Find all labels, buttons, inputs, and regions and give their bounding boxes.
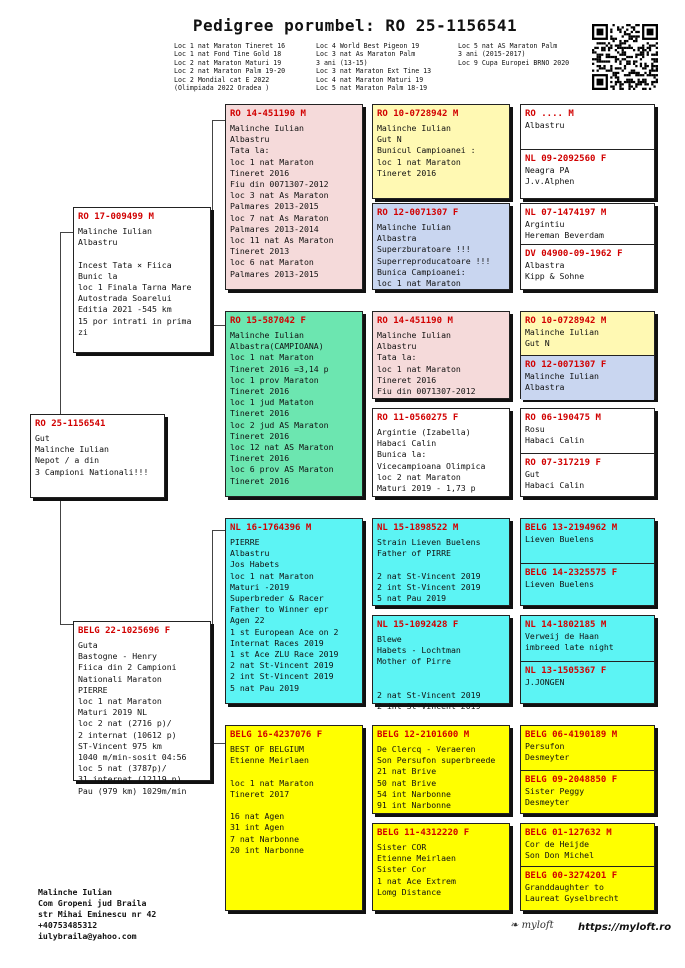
card-line: Argintiu: [525, 219, 565, 229]
card-line: loc 6 prov AS Maraton: [230, 464, 334, 475]
card-line: 5 nat Pau 2019: [377, 593, 447, 604]
ring-number: RO 10-0728942 M: [377, 109, 459, 119]
card-line: loc 1 nat Maraton: [230, 777, 314, 788]
card-line: Bunic la: [78, 270, 118, 281]
owner-address: str Mihai Eminescu nr 42: [38, 909, 157, 919]
card-line: loc 1 nat Maraton: [230, 352, 314, 363]
gen4-card-1: [372, 104, 510, 199]
card-line: Desmeyter: [525, 752, 570, 763]
gen5-pair-8: [520, 823, 655, 911]
card-line: Bunicul Campioanei :: [377, 145, 476, 156]
owner-address: Com Gropeni jud Braila: [38, 898, 147, 908]
header-line: (Olimpiada 2022 Oradea ): [174, 84, 270, 93]
card-line: Granddaughter to: [525, 882, 604, 892]
card-line: Albastra(CAMPIOANA): [230, 341, 324, 352]
card-line: Tineret 2017: [230, 788, 290, 799]
gen4-card-6: [372, 615, 510, 712]
gen5-pair-7: [520, 725, 655, 814]
card-line: J.v.Alphen: [525, 176, 575, 187]
card-line: Desmeyter: [525, 797, 570, 808]
card-line: Gut N: [525, 338, 550, 349]
card-line: Tineret 2016: [230, 408, 290, 419]
card-line: loc 2 jud AS Maraton: [230, 419, 329, 430]
card-line: Tineret 2016: [230, 430, 290, 441]
card-line: loc 1 Finala Tarna Mare: [78, 282, 192, 293]
gen5-sire: [521, 726, 654, 770]
card-line: loc 1 nat Maraton: [377, 363, 461, 374]
card-line: 2 int St-Vincent 2019: [230, 671, 334, 682]
card-line: Internat Races 2019: [230, 637, 324, 648]
gen3-card-1: [225, 104, 363, 290]
logo-text: myloft: [521, 920, 554, 931]
owner-info: [38, 887, 156, 942]
card-line: 5 nat Pau 2019: [230, 682, 300, 693]
card-line: Argintie (Izabella): [377, 427, 471, 437]
header-line: 3 ani (13-15): [316, 58, 368, 67]
card-line: [377, 559, 505, 570]
card-line: Superreproducatoare !!!: [377, 255, 491, 266]
card-line: Lomg Distance: [377, 886, 442, 897]
card-line: Gut: [35, 433, 50, 443]
card-line: Malinche Iulian: [525, 371, 599, 381]
card-line: loc 2 nat (2716 p)/: [78, 718, 172, 729]
card-line: Palmares 2013-2015: [230, 201, 319, 212]
card-line: Habaci Calin: [525, 435, 585, 446]
header-line: Loc 3 nat As Maraton Palm: [316, 50, 416, 59]
header-line: 3 ani (2015-2017): [458, 50, 526, 59]
ring-number: BELG 01-127632 M: [525, 828, 612, 838]
card-line: loc 12 nat AS Maraton: [230, 442, 334, 453]
ring-number: RO 14-451190 M: [230, 109, 306, 119]
card-line: Tata la:: [230, 145, 270, 156]
header-col-2: [316, 42, 431, 92]
card-line: [230, 800, 358, 811]
card-line: Tineret 2016: [230, 453, 290, 464]
qr-code-icon: [592, 24, 658, 90]
card-line: Albastru: [230, 548, 270, 559]
sire-card: [73, 207, 211, 353]
card-line: loc 11 nat As Maraton: [230, 235, 334, 246]
card-line: loc 1 jud Mataton: [230, 397, 314, 408]
card-line: Albastra: [525, 382, 565, 393]
website-link[interactable]: https://myloft.ro: [578, 922, 672, 933]
card-line: Albastru: [377, 341, 417, 352]
card-line: Malinche Iulian: [377, 222, 451, 232]
card-line: J.JONGEN: [525, 677, 565, 687]
card-line: Habaci Calin: [377, 438, 437, 449]
subject-card: [30, 414, 165, 498]
card-line: Bastogne - Henry: [78, 651, 157, 662]
card-line: Palmares 2013-2014: [230, 223, 319, 234]
connector-line: [212, 530, 225, 531]
card-line: Nepot / a din: [35, 455, 100, 466]
header-line: Loc 3 nat Maraton Ext Tine 13: [316, 67, 432, 76]
card-line: 31 internat (12119 p): [78, 774, 182, 785]
card-line: Habaci Calin: [525, 480, 585, 491]
gen5-dam: [521, 770, 654, 808]
ring-number: RO 07-317219 F: [525, 458, 601, 468]
card-line: Etienne Meirlaen: [230, 755, 309, 766]
card-line: Tineret 2016: [230, 475, 290, 486]
card-line: loc 1 nat Maraton: [377, 156, 461, 167]
ring-number: RO 14-451190 M: [377, 316, 453, 326]
card-line: Neagra PA: [525, 165, 570, 175]
card-line: Tata la:: [377, 352, 417, 363]
card-line: Editia 2021 -545 km: [78, 304, 172, 315]
card-line: Father to Winner epr: [230, 604, 329, 615]
card-line: Gut: [525, 469, 540, 479]
card-line: [78, 248, 206, 259]
ring-number: NL 14-1802185 M: [525, 620, 607, 630]
card-line: loc 2 nat Maraton: [377, 471, 461, 482]
card-line: 91 int Narbonne: [377, 800, 451, 811]
card-line: Malinche Iulian: [377, 330, 451, 340]
card-line: loc 1 prov Maraton: [230, 374, 319, 385]
ring-number: BELG 13-2194962 M: [525, 523, 618, 533]
card-line: Guta: [78, 640, 98, 650]
card-line: Habets - Lochtman: [377, 645, 461, 656]
ring-number: BELG 14-2325575 F: [525, 568, 618, 578]
card-line: Gut N: [377, 134, 402, 145]
card-line: Son Don Michel: [525, 850, 595, 861]
card-line: [230, 766, 358, 777]
card-line: loc 5 nat (3787p)/: [78, 763, 167, 774]
card-line: imbreed late night: [525, 642, 614, 653]
gen4-card-7: [372, 725, 510, 814]
ring-number: NL 07-1474197 M: [525, 208, 607, 218]
header-line: Loc 5 nat Maraton Palm 18-19: [316, 84, 428, 93]
card-line: PIERRE: [78, 684, 108, 695]
gen3-card-2: [225, 311, 363, 497]
card-line: ST-Vincent 975 km: [78, 740, 162, 751]
card-line: Tineret 2016: [377, 167, 437, 178]
card-line: Cor de Heijde: [525, 839, 590, 849]
card-line: 1 st Ace ZLU Race 2019: [230, 649, 339, 660]
card-line: Pau (979 km) 1029m/min: [78, 785, 187, 796]
ring-number: RO 12-0071307 F: [377, 208, 459, 218]
card-line: Son Persufon superbreede: [377, 755, 496, 766]
header-line: Loc 4 nat Maraton Maturi 19: [316, 75, 424, 84]
gen5-dam: [521, 661, 654, 688]
owner-name: Malinche Iulian: [38, 887, 112, 897]
gen5-sire: [521, 204, 654, 244]
gen5-sire: [521, 409, 654, 453]
connector-line: [60, 232, 73, 233]
card-line: loc 1 nat Maraton: [230, 156, 314, 167]
connector-line: [60, 624, 73, 625]
card-line: loc 3 nat As Maraton: [230, 190, 329, 201]
card-line: Tineret 2016 =3,14 p: [230, 363, 329, 374]
card-line: loc 1 nat Maraton: [377, 278, 461, 289]
card-line: 21 nat Brive: [377, 766, 437, 777]
header-line: Loc 2 Mondial cat E 2022: [174, 75, 270, 84]
card-line: Superbreder & Racer: [230, 593, 324, 604]
pigeon-icon: ❧: [510, 920, 519, 931]
owner-email: iulybraila@yahoo.com: [38, 931, 137, 941]
card-line: 2 int St-Vincent 2019: [377, 581, 481, 592]
card-line: Fiu din 0071307-2012: [377, 386, 476, 397]
header-line: Loc 2 nat Maraton Palm 19-20: [174, 67, 286, 76]
card-line: Maturi 2019 NL: [78, 707, 148, 718]
card-line: loc 6 nat Maraton: [230, 257, 314, 268]
card-line: Bunica Campioanei:: [377, 266, 466, 277]
card-line: Persufon: [525, 741, 565, 751]
card-line: [377, 679, 505, 690]
card-line: Albastra: [525, 260, 565, 270]
ring-number: NL 13-1505367 F: [525, 666, 607, 676]
ring-number: BELG 00-3274201 F: [525, 871, 618, 881]
ring-number: BELG 06-4190189 M: [525, 730, 618, 740]
card-line: BEST OF BELGIUM: [230, 744, 304, 754]
ring-number: NL 09-2092560 F: [525, 154, 607, 164]
card-line: 2 internat (10612 p): [78, 729, 177, 740]
header-line: Loc 1 nat Fond Tine Gold 18: [174, 50, 282, 59]
gen5-sire: [521, 616, 654, 661]
card-line: Vicecampioana Olimpica: [377, 460, 486, 471]
card-line: 31 int Agen: [230, 822, 285, 833]
ring-number: BELG 12-2101600 M: [377, 730, 470, 740]
card-line: Albastra: [377, 233, 417, 244]
gen4-card-5: [372, 518, 510, 606]
card-line: loc 1 nat Maraton: [78, 696, 162, 707]
gen5-dam: [521, 149, 654, 187]
ring-number: RO 17-009499 M: [78, 212, 154, 222]
card-line: Superzburatoare !!!: [377, 244, 471, 255]
ring-number: NL 15-1898522 M: [377, 523, 459, 533]
gen4-card-2: [372, 203, 510, 290]
gen5-pair-4: [520, 408, 655, 497]
gen5-pair-1: [520, 104, 655, 199]
card-line: zi: [78, 326, 88, 337]
card-line: Tineret 2016: [230, 167, 290, 178]
ring-number: BELG 22-1025696 F: [78, 626, 171, 636]
card-line: 16 nat Agen: [230, 811, 285, 822]
header-line: Loc 9 Cupa Europei BRNO 2020: [458, 58, 570, 67]
header-line: Loc 1 nat Maraton Tineret 16: [174, 42, 286, 50]
card-line: Nationali Maraton: [78, 673, 162, 684]
myloft-logo: [510, 920, 554, 931]
gen4-card-4: [372, 408, 510, 497]
card-line: Malinche Iulian: [78, 226, 152, 236]
connector-line: [212, 743, 225, 744]
ring-number: RO 12-0071307 F: [525, 360, 607, 370]
card-line: 50 nat Brive: [377, 777, 437, 788]
page-title: Pedigree porumbel: RO 25-1156541: [192, 16, 518, 35]
ring-number: BELG 16-4237076 F: [230, 730, 323, 740]
card-line: Kipp & Sohne: [525, 271, 585, 282]
card-line: Bunica la:: [377, 449, 427, 460]
card-line: Sister COR: [377, 842, 427, 852]
gen5-dam: [521, 355, 654, 400]
card-line: loc 7 nat As Maraton: [230, 212, 329, 223]
ring-number: RO 06-190475 M: [525, 413, 601, 423]
gen5-sire: [521, 824, 654, 866]
ring-number: RO 25-1156541: [35, 419, 106, 429]
card-line: 3 Campioni Nationali!!!: [35, 466, 149, 477]
card-line: Fiica din 2 Campioni: [78, 662, 177, 673]
card-line: 1 st European Ace on 2: [230, 626, 339, 637]
owner-phone: +40753485312: [38, 920, 98, 930]
connector-line: [212, 120, 213, 325]
card-line: Malinche Iulian: [230, 330, 304, 340]
card-line: Fiu din 0071307-2012: [230, 179, 329, 190]
card-line: 2 nat St-Vincent 2019: [377, 570, 481, 581]
card-line: Hereman Beverdam: [525, 230, 604, 241]
card-line: 1040 m/min-sosit 04:56: [78, 752, 187, 763]
card-line: Rosu: [525, 424, 545, 434]
card-line: Malinche Iulian: [35, 444, 109, 455]
card-line: Albastru: [230, 134, 270, 145]
card-line: PIERRE: [230, 537, 260, 547]
gen5-dam: [521, 563, 654, 590]
gen5-sire: [521, 519, 654, 563]
card-line: Verweij de Haan: [525, 631, 599, 641]
gen3-card-3: [225, 518, 363, 704]
card-line: Malinche Iulian: [377, 123, 451, 133]
card-line: Incest Tata × Fiica: [78, 259, 172, 270]
ring-number: DV 04900-09-1962 F: [525, 249, 623, 259]
card-line: Maturi -2019: [230, 581, 290, 592]
card-line: loc 1 nat Maraton: [230, 570, 314, 581]
card-line: Autostrada Soarelui: [78, 293, 172, 304]
card-line: 7 nat Narbonne: [230, 833, 300, 844]
card-line: 20 int Narbonne: [230, 844, 304, 855]
ring-number: RO 15-587042 F: [230, 316, 306, 326]
card-line: Tineret 2016: [377, 374, 437, 385]
gen5-pair-3: [520, 311, 655, 399]
connector-line: [212, 120, 225, 121]
gen5-sire: [521, 105, 654, 149]
card-line: Maturi 2019 - 1,73 p: [377, 483, 476, 494]
card-line: Tineret 2013: [230, 246, 290, 257]
card-line: Lieven Buelens: [525, 579, 595, 589]
card-line: Agen 22: [230, 615, 265, 626]
card-line: [377, 668, 505, 679]
card-line: 54 int Narbonne: [377, 788, 451, 799]
card-line: Sister Peggy: [525, 786, 585, 796]
header-line: Loc 5 nat AS Maraton Palm: [458, 42, 558, 50]
gen5-pair-6: [520, 615, 655, 704]
card-line: 2 nat St-Vincent 2019: [377, 690, 481, 701]
gen5-pair-2: [520, 203, 655, 290]
gen4-card-8: [372, 823, 510, 911]
gen5-dam: [521, 866, 654, 904]
header-line: Loc 4 World Best Pigeon 19: [316, 42, 420, 50]
dam-card: [73, 621, 211, 796]
header-col-1: [174, 42, 285, 92]
card-line: Malinche Iulian: [230, 123, 304, 133]
card-line: 15 por intrati in prima: [78, 315, 192, 326]
ring-number: RO 11-0560275 F: [377, 413, 459, 423]
gen5-pair-5: [520, 518, 655, 606]
card-line: Tineret 2016: [230, 386, 290, 397]
card-line: Strain Lieven Buelens: [377, 537, 481, 547]
card-line: 1 nat Ace Extrem: [377, 875, 456, 886]
card-line: Blewe: [377, 634, 402, 644]
gen4-card-3: [372, 311, 510, 399]
header-col-3: [458, 42, 569, 67]
gen5-dam: [521, 244, 654, 282]
card-line: Albastru: [525, 120, 565, 130]
card-line: Father of PIRRE: [377, 548, 451, 559]
header-line: Loc 2 nat Maraton Maturi 19: [174, 58, 282, 67]
card-line: Sister Cor: [377, 864, 427, 875]
ring-number: BELG 11-4312220 F: [377, 828, 470, 838]
card-line: Etienne Meirlaen: [377, 853, 456, 864]
ring-number: BELG 09-2048850 F: [525, 775, 618, 785]
ring-number: NL 15-1092428 F: [377, 620, 459, 630]
connector-line: [212, 325, 225, 326]
gen5-sire: [521, 312, 654, 355]
card-line: De Clercq - Veraeren: [377, 744, 476, 754]
card-line: 2 int St-Vincent 2019: [377, 701, 481, 712]
card-line: Malinche Iulian: [525, 327, 599, 337]
ring-number: NL 16-1764396 M: [230, 523, 312, 533]
connector-line: [212, 530, 213, 743]
card-line: Jos Habets: [230, 559, 280, 570]
card-line: Mother of Pirre: [377, 656, 451, 667]
card-line: Albastru: [78, 237, 118, 248]
card-line: Palmares 2013-2015: [230, 268, 319, 279]
gen3-card-4: [225, 725, 363, 911]
ring-number: RO .... M: [525, 109, 574, 119]
gen5-dam: [521, 453, 654, 491]
card-line: Laureat Gyselbrecht: [525, 893, 619, 904]
card-line: Lieven Buelens: [525, 534, 595, 544]
ring-number: RO 10-0728942 M: [525, 316, 607, 326]
card-line: 2 nat St-Vincent 2019: [230, 660, 334, 671]
